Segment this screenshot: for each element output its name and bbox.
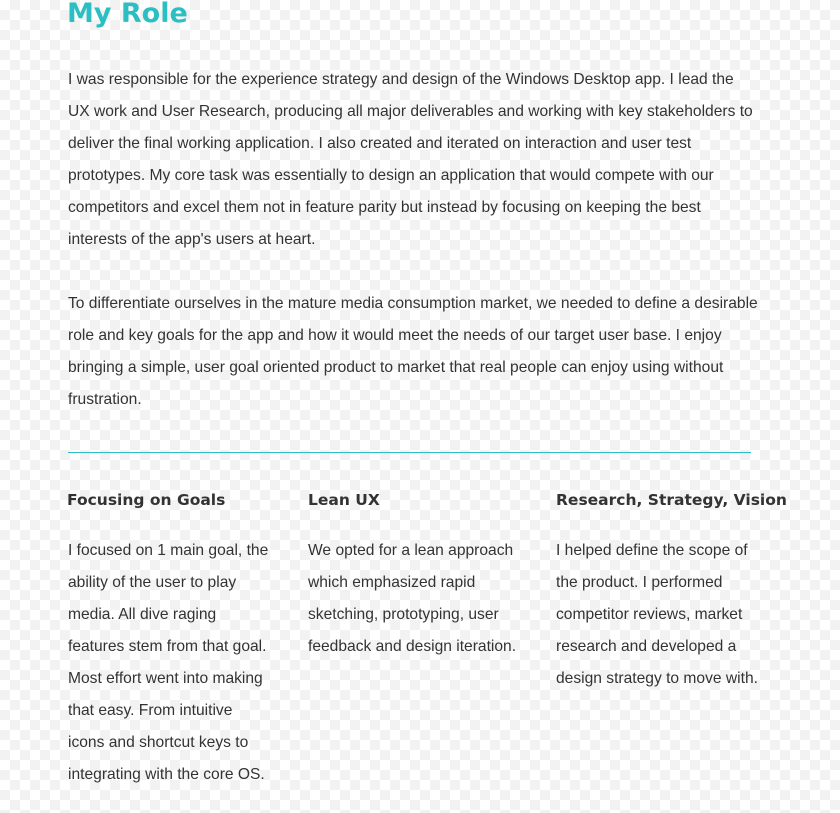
column-heading-lean-ux: Lean UX (308, 491, 380, 509)
intro-paragraph: I was responsible for the experience strategy and design of the Windows Desktop app. I lead the UX work and User Research, producing all major deliverables and working with key stakeholders to deliver the final working application. I also created and iterated on interaction and user test prototypes. My core task was essentially to design an application that would compete with our competitors and excel them not in feature parity but instead by focusing on keeping the best interests of the app's users at heart. (68, 71, 753, 248)
section-divider (68, 452, 751, 453)
column-heading-research-strategy-vision: Research, Strategy, Vision (556, 491, 787, 509)
column-text-research-strategy-vision: I helped define the scope of the product. I performed competitor reviews, market research and developed a design strategy to move with. (556, 542, 758, 687)
column-heading-focusing-on-goals: Focusing on Goals (67, 491, 226, 509)
column-text-focusing-on-goals: I focused on 1 main goal, the ability of the user to play media. All dive raging features stem from that goal. Most effort went into making that easy. From intuitive icons and shortcut keys to integrating with the core OS. (68, 542, 269, 783)
page-title: My Role (67, 0, 188, 29)
intro-paragraph: To differentiate ourselves in the mature media consumption market, we needed to define a desirable role and key goals for the app and how it would meet the needs of our target user base. I enjoy bringing a simple, user goal oriented product to market that real people can enjoy using without frustration. (68, 295, 758, 408)
column-text-lean-ux: We opted for a lean approach which emphasized rapid sketching, prototyping, user feedback and design iteration. (308, 542, 517, 655)
